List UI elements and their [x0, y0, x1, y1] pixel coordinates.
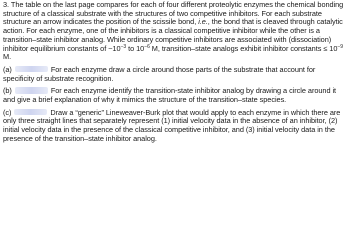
part-b-text: For each enzyme identify the transition-state inhibitor analog by drawing a circle around it and give a brief explanation of why it mimics the structure of the transition–state species.: [3, 86, 337, 105]
intro-text-3: M, transition–state analogs exhibit inhibitor constants ≤ 10: [149, 43, 338, 53]
intro-text-4: M.: [3, 52, 12, 62]
exponent-1: −3: [120, 43, 127, 50]
part-b: [3, 87, 347, 104]
intro-to: to 10: [126, 43, 145, 53]
redaction-mark: [15, 87, 48, 94]
part-a: [3, 66, 347, 83]
question-number: 3.: [3, 0, 10, 9]
part-b-label: (b): [3, 86, 12, 96]
intro-ie: i.e.: [198, 17, 208, 27]
exponent-2: −6: [144, 43, 150, 50]
part-a-text: For each enzyme draw a circle around those parts of the substrate that account for specificity of substrate recognition.: [3, 64, 316, 83]
redaction-mark: [15, 66, 48, 73]
redaction-mark: [14, 109, 47, 116]
part-c: [3, 109, 347, 144]
intro-text-2: , the bond that is cleaved through catalytic action. For each enzyme, one of the inhibitors is a classical competitive inhibitor while the other is a transition–state inhibitor analog. While ordinary competitive inhibitors are associated with (dissociation) inhibitor equilibrium constants of ~10: [3, 17, 343, 53]
part-c-text: Draw a “generic” Lineweaver-Burk plot that would apply to each enzyme in which there are only three straight lines that separately represent (1) initial velocity data in the absence of an inhibitor, (2) initial velocity data in the presence of the classical competitive inhibitor, and (3) initial velocity data in the presence of the transition–state inhibitor analog.: [3, 107, 341, 143]
problem-text: [3, 1, 347, 148]
part-a-label: (a): [3, 64, 12, 74]
intro-text-1: The table on the last page compares for each of four different proteolytic enzymes the chemical bonding structure of a classical substrate with the structures of two competitive inhibitors. For each substrate structure an arrow indicates the position of the scissile bond,: [3, 0, 344, 27]
part-c-label: (c): [3, 107, 12, 117]
question-intro: [3, 1, 347, 62]
exponent-3: −9: [337, 43, 343, 50]
